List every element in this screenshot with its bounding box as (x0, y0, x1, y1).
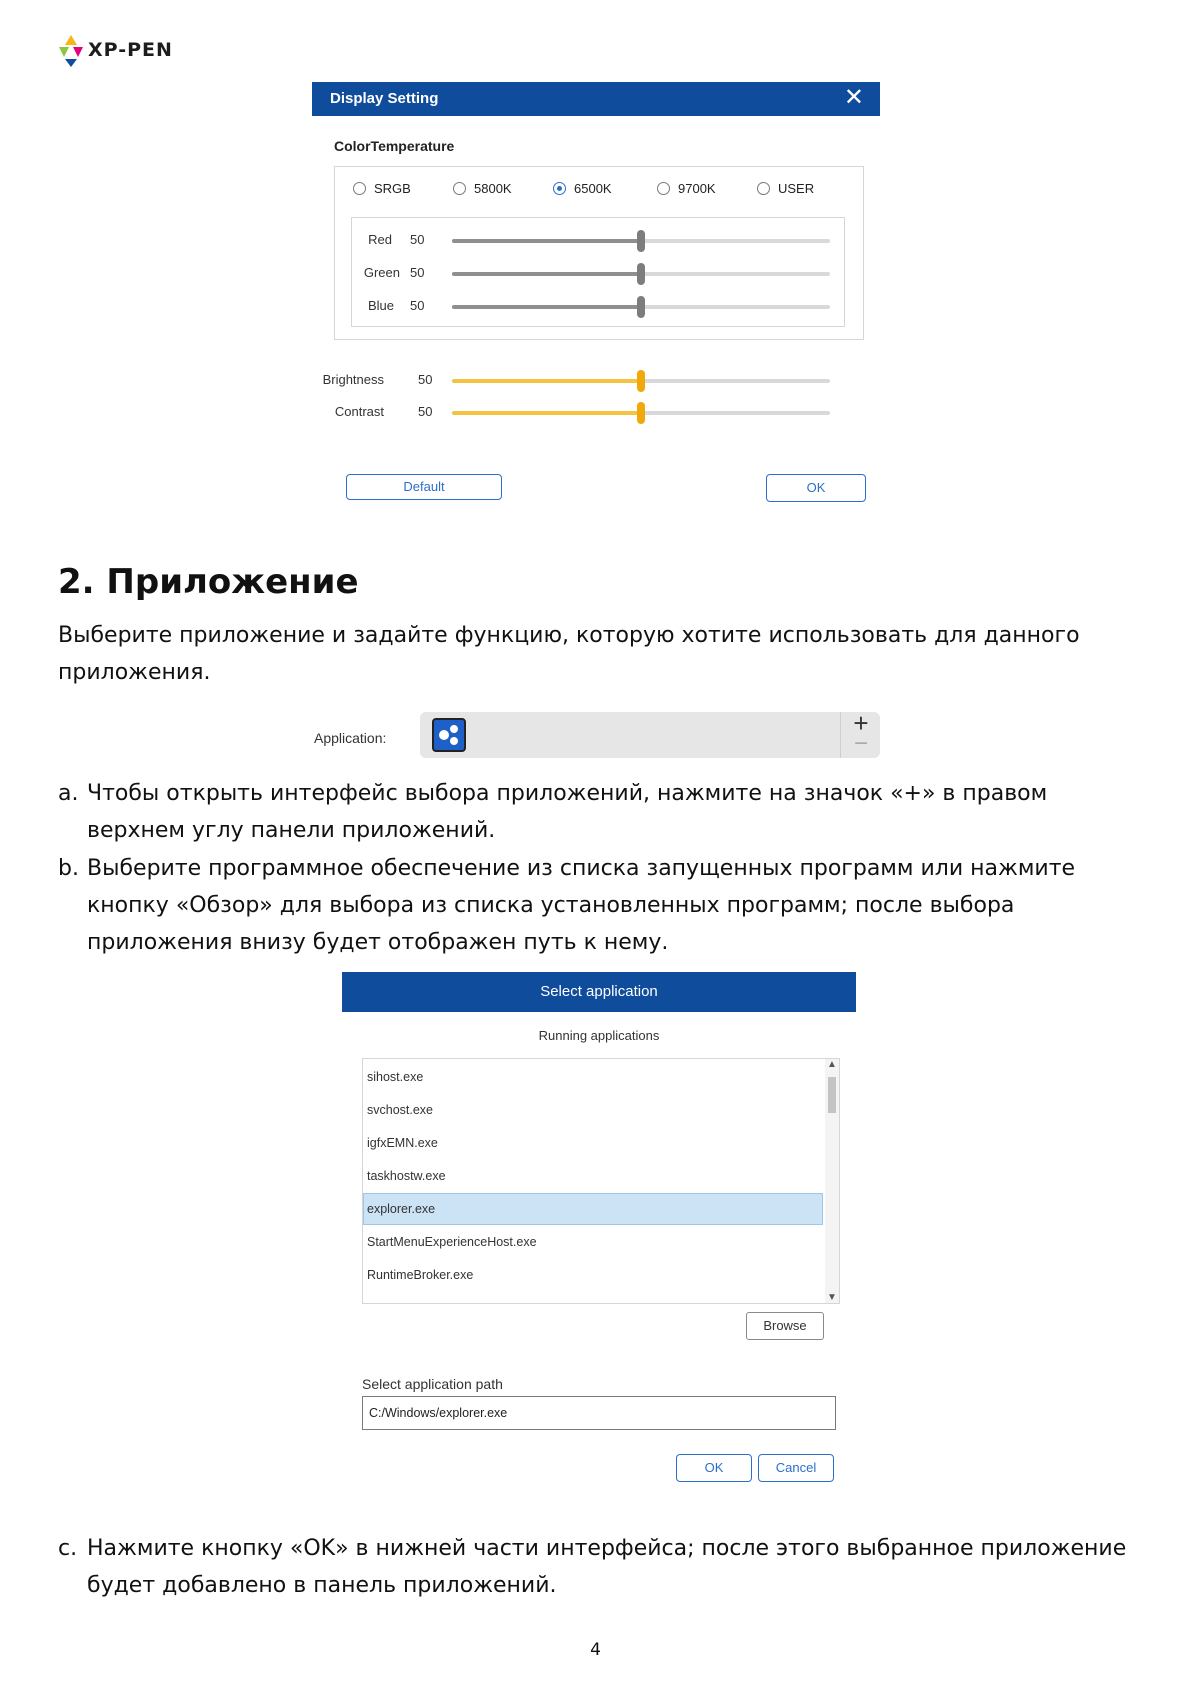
xp-pen-logo (58, 30, 173, 70)
scrollbar-thumb[interactable] (828, 1077, 836, 1113)
display-setting-dialog (312, 82, 880, 512)
step-b (58, 850, 1148, 961)
ok-button[interactable]: OK (766, 474, 866, 502)
running-applications-label: Running applications (538, 1028, 660, 1043)
section-intro: Выберите приложение и задайте функцию, которую хотите использовать для данного приложения. (58, 623, 1080, 685)
close-icon[interactable]: ✕ (843, 84, 864, 111)
xp-pen-logo-icon (58, 33, 84, 67)
step-line: Выберите программное обеспечение из списка запущенных программ или нажмите (87, 856, 1076, 881)
step-marker: c. (58, 1536, 78, 1561)
green-value: 50 (410, 265, 425, 280)
list-item-selected[interactable]: explorer.exe (363, 1193, 823, 1225)
chevron-down-icon[interactable]: ▼ (827, 1292, 837, 1303)
radio-9700k[interactable]: 9700K (657, 181, 716, 196)
radio-circle-icon (657, 182, 670, 195)
color-temperature-group (334, 166, 864, 340)
application-bar (314, 708, 880, 760)
step-line: верхнем углу панели приложений. (87, 818, 496, 843)
red-label: Red (368, 232, 392, 247)
add-application-icon[interactable]: + (853, 708, 869, 738)
chevron-up-icon[interactable]: ▲ (827, 1059, 837, 1070)
step-marker: a. (58, 781, 79, 806)
blue-label: Blue (367, 298, 394, 313)
rgb-slider-group (351, 217, 845, 327)
radio-selected-icon (553, 182, 566, 195)
radio-srgb[interactable]: SRGB (353, 181, 411, 196)
blue-slider-thumb[interactable] (637, 296, 645, 318)
cancel-button[interactable]: Cancel (758, 1454, 834, 1482)
brightness-label: Brightness (322, 372, 384, 387)
contrast-slider-thumb[interactable] (637, 402, 645, 424)
green-slider-row (352, 265, 844, 285)
green-slider[interactable] (452, 272, 830, 276)
blue-slider[interactable] (452, 305, 830, 309)
list-item[interactable]: svchost.exe (367, 1103, 434, 1117)
dialog-titlebar (312, 82, 880, 116)
step-marker: b. (58, 856, 79, 881)
blue-slider-fill (452, 305, 641, 309)
contrast-label: Contrast (334, 404, 384, 419)
step-a (58, 775, 1148, 849)
ok-button[interactable]: OK (676, 1454, 752, 1482)
dialog-titlebar (342, 972, 856, 1012)
list-scrollbar[interactable] (825, 1059, 839, 1303)
red-value: 50 (410, 232, 425, 247)
green-slider-fill (452, 272, 641, 276)
green-slider-thumb[interactable] (637, 263, 645, 285)
radio-5800k[interactable]: 5800K (453, 181, 512, 196)
list-item[interactable]: sihost.exe (367, 1070, 424, 1084)
red-slider-row (352, 232, 844, 252)
color-temperature-label: ColorTemperature (334, 138, 455, 154)
brand-name: XP-PEN (88, 39, 173, 61)
step-line: будет добавлено в панель приложений. (87, 1573, 557, 1598)
default-button[interactable]: Default (346, 474, 502, 500)
radio-circle-icon (353, 182, 366, 195)
section-heading: 2. Приложение (58, 562, 359, 602)
panel-divider (840, 712, 841, 758)
dialog-title: Select application (540, 983, 658, 1000)
green-label: Green (363, 265, 400, 280)
list-item[interactable]: taskhostw.exe (367, 1169, 446, 1183)
blue-slider-row (352, 298, 844, 318)
radio-6500k[interactable]: 6500K (553, 181, 612, 196)
step-line: Чтобы открыть интерфейс выбора приложений, нажмите на значок «+» в правом (87, 781, 1048, 806)
app-dots-icon (434, 720, 464, 750)
brightness-slider[interactable] (452, 379, 830, 383)
application-label: Application: (314, 730, 387, 746)
step-line: приложения внизу будет отображен путь к нему. (87, 930, 669, 955)
red-slider-thumb[interactable] (637, 230, 645, 252)
radio-circle-icon (757, 182, 770, 195)
running-applications-list (362, 1058, 840, 1304)
contrast-slider-row (312, 404, 880, 424)
application-panel (420, 708, 880, 758)
brightness-slider-thumb[interactable] (637, 370, 645, 392)
remove-application-icon[interactable]: − (853, 730, 868, 757)
step-c (58, 1530, 1158, 1604)
radio-user[interactable]: USER (757, 181, 814, 196)
list-item[interactable]: RuntimeBroker.exe (367, 1268, 474, 1282)
brightness-value: 50 (418, 372, 433, 387)
application-path-input[interactable] (362, 1396, 836, 1430)
red-slider-fill (452, 239, 641, 243)
contrast-slider-fill (452, 411, 641, 415)
radio-circle-icon (453, 182, 466, 195)
blue-value: 50 (410, 298, 425, 313)
step-line: кнопку «Обзор» для выбора из списка установленных программ; после выбора (87, 893, 1015, 918)
list-item[interactable]: igfxEMN.exe (367, 1136, 438, 1150)
contrast-value: 50 (418, 404, 433, 419)
dialog-title: Display Setting (330, 90, 439, 107)
contrast-slider[interactable] (452, 411, 830, 415)
select-application-dialog (342, 972, 856, 1492)
path-label: Select application path (362, 1376, 503, 1392)
list-item[interactable]: StartMenuExperienceHost.exe (367, 1235, 537, 1249)
brightness-slider-fill (452, 379, 641, 383)
brightness-slider-row (312, 372, 880, 392)
red-slider[interactable] (452, 239, 830, 243)
step-line: Нажмите кнопку «OK» в нижней части интерфейса; после этого выбранное приложение (87, 1536, 1127, 1561)
application-icon[interactable] (432, 718, 466, 752)
page-number: 4 (590, 1640, 601, 1660)
browse-button[interactable]: Browse (746, 1312, 824, 1340)
